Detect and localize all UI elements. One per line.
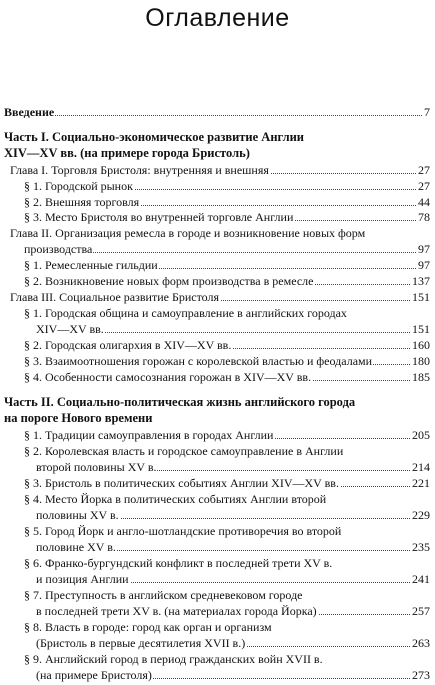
toc-page-number: 27: [418, 163, 430, 177]
toc-entry-title: § 1. Городской рынок: [24, 179, 133, 193]
toc-entry-title: половине XV в.: [36, 540, 116, 554]
toc-entry-title: § 4. Особенности самосознания горожан в XIV—XV вв.: [24, 370, 312, 384]
toc-entry-title: § 2. Внешняя торговля: [24, 195, 140, 209]
toc-entry: [24, 369, 430, 385]
toc-part-heading: [4, 145, 430, 161]
toc-page-number: 263: [412, 636, 430, 650]
toc-page-number: 205: [412, 428, 430, 442]
toc-entry: [24, 443, 430, 459]
toc-entry-title: Часть I. Социально-экономическое развитие Англии: [4, 129, 431, 145]
toc-entry-title: § 4. Место Йорка в политических событиях Англии второй: [24, 491, 431, 507]
toc-entry-title: § 2. Королевская власть и городское самоуправление в Англии: [24, 443, 431, 459]
toc-entry: [24, 555, 430, 571]
toc-entry-title: Глава III. Социальное развитие Бристоля: [10, 290, 220, 304]
toc-entry-title: (на примере Бристоля): [36, 668, 152, 682]
toc-part-heading: [4, 129, 430, 145]
toc-page-number: 160: [412, 338, 430, 352]
toc-entry-title: § 1. Городская община и самоуправление в английских городах: [24, 305, 431, 321]
toc-page-number: 78: [418, 210, 430, 224]
toc-entry: [24, 305, 430, 321]
toc-entry-title: Глава I. Торговля Бристоля: внутренняя и внешняя: [10, 163, 269, 177]
toc-entry: [24, 619, 430, 635]
toc-entry-title: § 6. Франко-бургундский конфликт в последней трети XV в.: [24, 555, 431, 571]
toc-entry-title: Введение: [4, 105, 55, 119]
toc-page-number: 97: [418, 258, 430, 272]
toc-page-number: 235: [412, 540, 430, 554]
toc-entry-title: § 2. Возникновение новых форм производства в ремесле: [24, 274, 314, 288]
toc-entry-title: § 5. Город Йорк и англо-шотландские противоречия во второй: [24, 523, 431, 539]
toc-entry-title: половины XV в.: [36, 508, 119, 522]
toc-entry: [36, 603, 430, 619]
toc-part-heading: [4, 410, 430, 426]
toc-entry-title: § 3. Место Бристоля во внутренней торговле Англии: [24, 210, 294, 224]
toc-entry: [36, 667, 430, 683]
dot-leader: [4, 115, 430, 116]
toc-entry: [24, 337, 430, 353]
toc-entry: [36, 321, 430, 337]
toc-entry-title: § 7. Преступность в английском средневековом городе: [24, 587, 431, 603]
toc-page-number: 229: [412, 508, 430, 522]
toc-entry: [24, 353, 430, 369]
toc-page-number: 27: [418, 179, 430, 193]
toc-page-number: 257: [412, 604, 430, 618]
toc-entry-title: XIV—XV вв. (на примере города Бристоль): [4, 145, 431, 161]
toc-page-number: 151: [412, 290, 430, 304]
toc-entry: [24, 194, 430, 210]
toc-entry: [24, 178, 430, 194]
toc-entry-title: § 8. Власть в городе: город как орган и организм: [24, 619, 431, 635]
toc-entry: [24, 587, 430, 603]
toc-page-number: 137: [412, 274, 430, 288]
toc-entry: [24, 427, 430, 443]
toc-entry: [10, 225, 430, 241]
toc-entry-title: в последней трети XV в. (на материалах города Йорка): [36, 604, 317, 618]
toc-entry-title: § 9. Английский город в период гражданских войн XVII в.: [24, 651, 431, 667]
toc-entry-title: (Бристоль в первые десятилетия XVII в.): [36, 636, 246, 650]
toc-entry: [10, 162, 430, 178]
toc-entry: [24, 651, 430, 667]
toc-page-number: 273: [412, 668, 430, 682]
toc-page-number: 44: [418, 195, 430, 209]
toc-entry: [36, 459, 430, 475]
toc-part-heading: [4, 394, 430, 410]
toc-entry: [24, 475, 430, 491]
toc-entry-title: Часть II. Социально-политическая жизнь английского города: [4, 394, 431, 410]
toc-entry-title: Глава II. Организация ремесла в городе и возникновение новых форм: [10, 225, 431, 241]
toc-entry-title: § 3. Бристоль в политических событиях Англии XIV—XV вв.: [24, 476, 339, 490]
toc-entry-title: § 2. Городская олигархия в XIV—XV вв.: [24, 338, 232, 352]
toc-page-number: 7: [424, 105, 430, 119]
toc-entry: [10, 289, 430, 305]
toc-entry-title: XIV—XV вв.: [36, 322, 104, 336]
toc-entry: [36, 507, 430, 523]
toc-page-number: 97: [418, 242, 430, 256]
toc-entry: [36, 539, 430, 555]
toc-entry: [24, 241, 430, 257]
toc-page-number: 151: [412, 322, 430, 336]
toc-entry-title: и позиция Англии: [36, 572, 129, 586]
toc-page-number: 214: [412, 460, 430, 474]
toc-entry-title: § 1. Традиции самоуправления в городах Англии: [24, 428, 274, 442]
toc-entry: [24, 491, 430, 507]
toc-entry: [24, 273, 430, 289]
toc-page-number: 241: [412, 572, 430, 586]
page-title: Оглавление: [145, 4, 290, 32]
toc-page-number: 221: [412, 476, 430, 490]
toc-entry: [36, 635, 430, 651]
toc-page-number: 185: [412, 370, 430, 384]
toc-entry: [24, 523, 430, 539]
toc-entry: [24, 257, 430, 273]
toc-page-number: 180: [412, 354, 430, 368]
toc-entry-title: производства: [24, 242, 93, 256]
toc-entry: [36, 571, 430, 587]
toc-entry: [4, 104, 430, 120]
toc-entry-title: на пороге Нового времени: [4, 410, 431, 426]
toc-entry-title: § 3. Взаимоотношения горожан с королевской властью и феодалами: [24, 354, 373, 368]
toc-entry-title: § 1. Ремесленные гильдии: [24, 258, 158, 272]
toc-entry-title: второй половины XV в.: [36, 460, 157, 474]
toc-entry: [24, 209, 430, 225]
